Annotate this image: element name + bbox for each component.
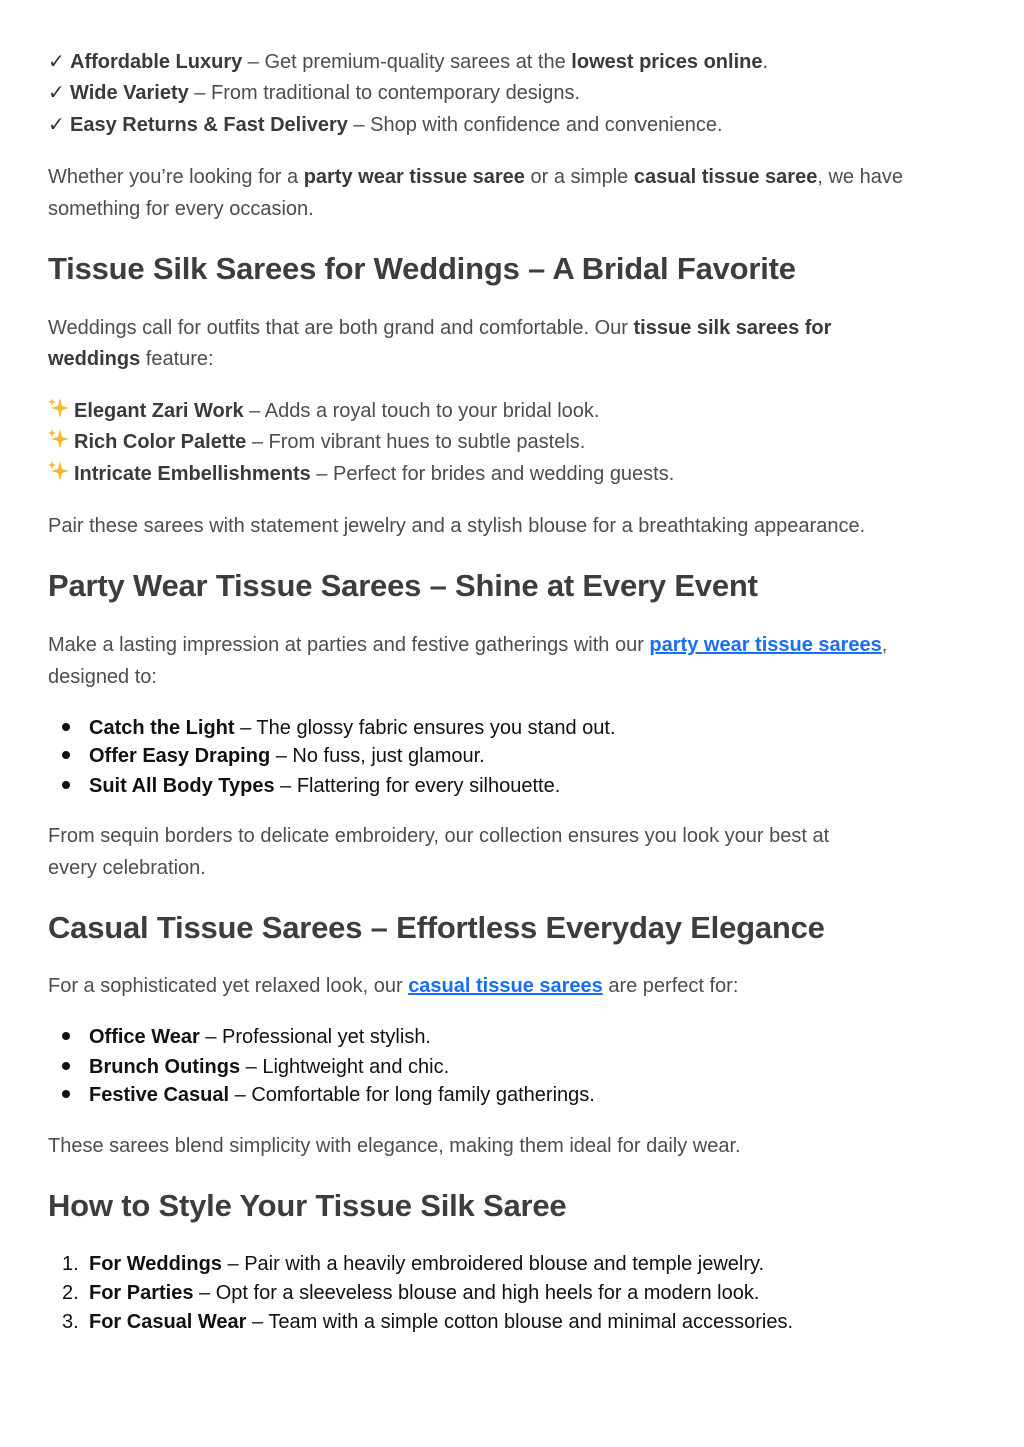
intro-list-item [48, 109, 723, 141]
paragraph-text: feature: [140, 348, 214, 370]
list-item [62, 1022, 431, 1052]
party-closing-line2: every celebration. [48, 857, 206, 879]
check-mark-icon: ✓ [48, 51, 65, 73]
paragraph-emphasis: tissue silk sarees for [633, 317, 832, 339]
casual-saree-link[interactable]: casual tissue sarees [408, 975, 603, 997]
numbered-list-item [62, 1307, 793, 1337]
list-item [62, 771, 560, 801]
item-emphasis: lowest prices online [571, 51, 763, 73]
casual-intro [48, 970, 738, 1002]
party-closing: From sequin borders to delicate embroidery, our collection ensures you look your best at [48, 825, 830, 847]
item-text: – Get premium-quality sarees at the [242, 51, 572, 73]
item-title: Offer Easy Draping [89, 745, 271, 767]
item-text: – Team with a simple cotton blouse and minimal accessories. [246, 1311, 794, 1333]
item-text: – Adds a royal touch to your bridal look. [243, 400, 600, 422]
wedding-feature-item [48, 458, 674, 490]
section-heading-style: How to Style Your Tissue Silk Saree [48, 1188, 567, 1223]
bullet-dot-icon [62, 1062, 70, 1070]
list-item [62, 1080, 595, 1110]
party-intro-line2: designed to: [48, 666, 157, 688]
list-number: 2. [62, 1282, 79, 1304]
item-text: – From vibrant hues to subtle pastels. [246, 431, 586, 453]
item-title: Easy Returns & Fast Delivery [70, 114, 348, 136]
check-mark-icon: ✓ [48, 82, 65, 104]
item-text: – Professional yet stylish. [199, 1026, 431, 1048]
list-number: 1. [62, 1253, 79, 1275]
item-title: Wide Variety [70, 82, 189, 104]
paragraph-text: or a simple [524, 166, 634, 188]
item-text: – Flattering for every silhouette. [274, 775, 561, 797]
item-title: Festive Casual [89, 1084, 230, 1106]
paragraph-emphasis: party wear tissue saree [303, 166, 525, 188]
bullet-dot-icon [62, 1032, 70, 1040]
bullet-dot-icon [62, 1090, 70, 1098]
bullet-dot-icon [62, 751, 70, 759]
party-wear-link[interactable]: party wear tissue sarees [649, 634, 882, 656]
weddings-intro [48, 312, 831, 344]
wedding-feature-item [48, 426, 585, 458]
sparkles-icon [48, 426, 74, 458]
intro-paragraph [48, 161, 903, 193]
paragraph-text: For a sophisticated yet relaxed look, our [48, 975, 409, 997]
sparkles-icon [48, 458, 74, 490]
item-title: Office Wear [89, 1026, 200, 1048]
list-item [62, 1052, 449, 1082]
item-text: – No fuss, just glamour. [270, 745, 485, 767]
section-heading-weddings: Tissue Silk Sarees for Weddings – A Bridal Favorite [48, 251, 796, 286]
party-intro [48, 629, 887, 661]
intro-paragraph-line2: something for every occasion. [48, 198, 314, 220]
weddings-closing: Pair these sarees with statement jewelry and a stylish blouse for a breathtaking appearance. [48, 515, 866, 537]
list-item [62, 713, 616, 743]
item-title: Intricate Embellishments [74, 463, 311, 485]
numbered-list-item [62, 1249, 764, 1279]
item-text: – Opt for a sleeveless blouse and high heels for a modern look. [193, 1282, 760, 1304]
weddings-intro-line2 [48, 343, 214, 375]
item-text: – Comfortable for long family gatherings. [229, 1084, 595, 1106]
sparkles-icon [48, 395, 74, 427]
item-title: Elegant Zari Work [74, 400, 244, 422]
check-mark-icon: ✓ [48, 114, 65, 136]
item-text: – From traditional to contemporary designs. [188, 82, 581, 104]
section-heading-casual: Casual Tissue Sarees – Effortless Everyday Elegance [48, 910, 825, 945]
item-text: . [762, 51, 769, 73]
item-text: – The glossy fabric ensures you stand out. [234, 717, 616, 739]
item-text: – Lightweight and chic. [240, 1056, 450, 1078]
item-title: For Parties [89, 1282, 194, 1304]
item-text: – Shop with confidence and convenience. [347, 114, 723, 136]
list-number: 3. [62, 1311, 79, 1333]
casual-closing: These sarees blend simplicity with elegance, making them ideal for daily wear. [48, 1135, 741, 1157]
item-text: – Pair with a heavily embroidered blouse and temple jewelry. [221, 1253, 765, 1275]
paragraph-emphasis: casual tissue saree [633, 166, 818, 188]
item-title: Suit All Body Types [89, 775, 275, 797]
item-title: Catch the Light [89, 717, 235, 739]
list-item [62, 741, 485, 771]
item-title: For Casual Wear [89, 1311, 247, 1333]
paragraph-text: are perfect for: [602, 975, 739, 997]
item-title: Brunch Outings [89, 1056, 241, 1078]
intro-list-item [48, 77, 580, 109]
paragraph-text: , [881, 634, 888, 656]
intro-list-item [48, 46, 768, 78]
paragraph-emphasis: weddings [48, 348, 141, 370]
paragraph-text: Make a lasting impression at parties and festive gatherings with our [48, 634, 650, 656]
bullet-dot-icon [62, 723, 70, 731]
wedding-feature-item [48, 395, 599, 427]
numbered-list-item [62, 1278, 759, 1308]
item-title: For Weddings [89, 1253, 222, 1275]
item-title: Rich Color Palette [74, 431, 247, 453]
paragraph-text: Whether you’re looking for a [48, 166, 304, 188]
bullet-dot-icon [62, 781, 70, 789]
paragraph-text: , we have [817, 166, 903, 188]
section-heading-party: Party Wear Tissue Sarees – Shine at Every Event [48, 568, 758, 603]
paragraph-text: Weddings call for outfits that are both grand and comfortable. Our [48, 317, 634, 339]
item-title: Affordable Luxury [70, 51, 243, 73]
item-text: – Perfect for brides and wedding guests. [310, 463, 675, 485]
